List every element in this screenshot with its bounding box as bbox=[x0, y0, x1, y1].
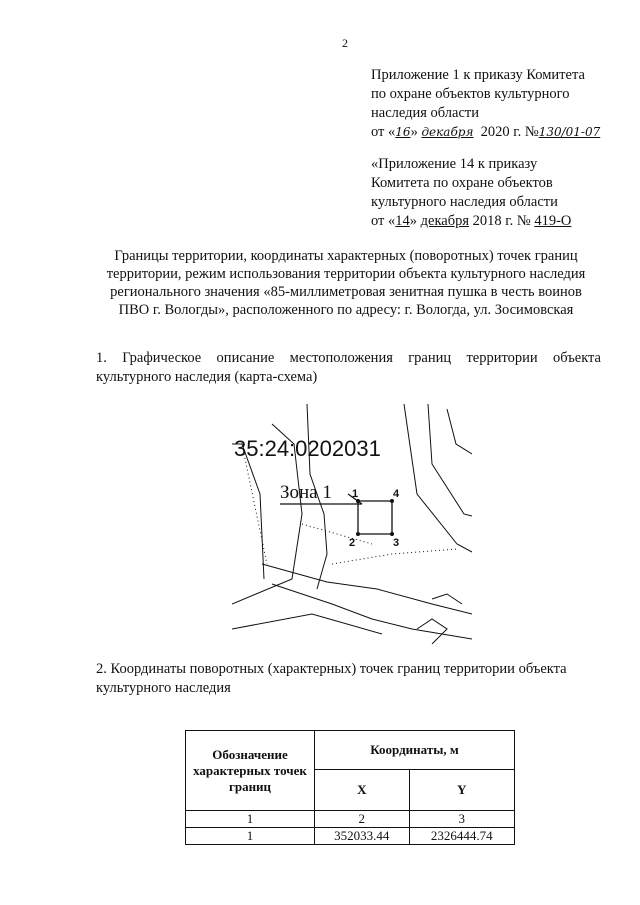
appendix-14-header bbox=[371, 155, 621, 231]
appendix-1-line: наследия области bbox=[371, 105, 480, 121]
header-points: Обозначение характерных точек границ bbox=[186, 731, 315, 811]
dotted-boundary bbox=[244, 454, 267, 564]
boundary-map bbox=[232, 404, 472, 644]
index-cell: 3 bbox=[409, 811, 514, 828]
handwritten-month: декабря bbox=[421, 125, 474, 139]
parcel-boundary bbox=[447, 409, 472, 454]
header-x: X bbox=[315, 770, 410, 811]
appendix-14-line: «Приложение 14 к приказу bbox=[371, 156, 538, 172]
page-number: 2 bbox=[342, 36, 348, 50]
boundary-point-3 bbox=[390, 532, 394, 536]
dotted-boundary bbox=[332, 549, 457, 564]
point-label-2: 2 bbox=[349, 537, 356, 549]
point-label-1: 1 bbox=[352, 488, 359, 500]
appendix-14-date-line: от «14» декабря 2018 г. № 419-О bbox=[371, 213, 572, 229]
zone-label: Зона 1 bbox=[280, 482, 332, 503]
cadastral-number-label: 35:24:0202031 bbox=[234, 436, 381, 461]
point-cell: 1 bbox=[186, 828, 315, 845]
parcel-boundary bbox=[404, 404, 472, 552]
header-coordinates: Координаты, м bbox=[315, 731, 515, 770]
parcel-boundary bbox=[432, 594, 462, 604]
table-row bbox=[186, 828, 515, 845]
parcel-boundary bbox=[417, 619, 447, 644]
parcel-boundary bbox=[232, 444, 264, 579]
handwritten-order-number: 130/01-07 bbox=[538, 125, 601, 139]
appendix-1-line: Приложение 1 к приказу Комитета bbox=[371, 67, 585, 83]
coordinates-table bbox=[185, 730, 515, 845]
boundary-point-2 bbox=[356, 532, 360, 536]
parcel-boundary bbox=[232, 614, 382, 634]
appendix-1-date-line: от «16» декабря 2020 г. №130/01-07 bbox=[371, 124, 601, 140]
x-cell: 352033.44 bbox=[315, 828, 410, 845]
table-index-row bbox=[186, 811, 515, 828]
document-title: Границы территории, координаты характерных (поворотных) точек границ территории, режим использования территории объекта культурного наследия регионального значения «85-миллиметровая зенитная пушка в честь воинов ПВО г. Вологды», расположенного по адресу: г. Вологда, ул. Зосимовская bbox=[106, 248, 586, 318]
section-1-heading: 1. Графическое описание местоположения границ территории объекта культурного наследия (карта-схема) bbox=[96, 350, 601, 385]
index-cell: 2 bbox=[315, 811, 410, 828]
y-cell: 2326444.74 bbox=[409, 828, 514, 845]
territory-boundary bbox=[358, 501, 392, 534]
appendix-1-line: по охране объектов культурного bbox=[371, 86, 570, 102]
section-2-heading: 2. Координаты поворотных (характерных) точек границ территории объекта культурного наследия bbox=[96, 661, 567, 696]
appendix-14-line: Комитета по охране объектов bbox=[371, 175, 553, 191]
point-label-3: 3 bbox=[393, 537, 400, 549]
appendix-1-header bbox=[371, 66, 621, 142]
index-cell: 1 bbox=[186, 811, 315, 828]
point-label-4: 4 bbox=[393, 488, 400, 500]
appendix-14-line: культурного наследия области bbox=[371, 194, 558, 210]
map-scheme bbox=[232, 404, 472, 644]
handwritten-day: 16 bbox=[395, 125, 411, 139]
header-y: Y bbox=[409, 770, 514, 811]
